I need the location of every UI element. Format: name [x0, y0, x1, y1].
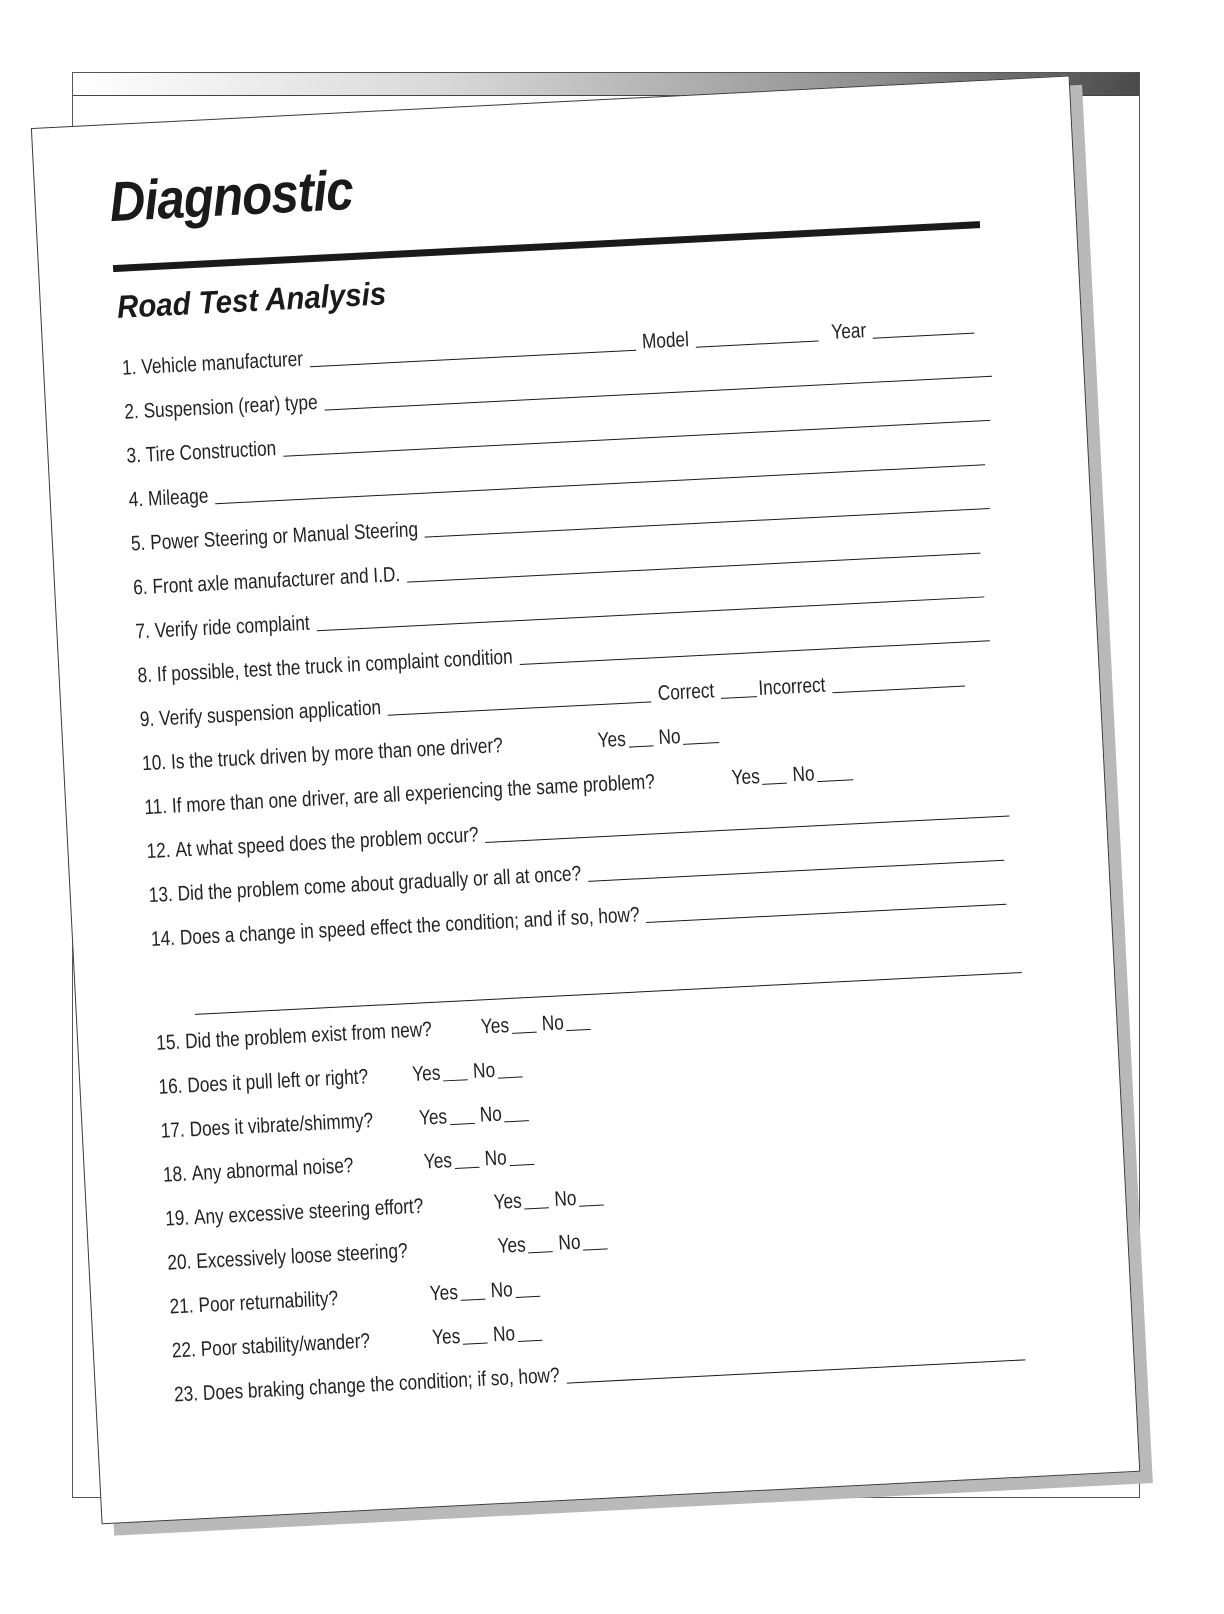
yes-blank[interactable] — [524, 1203, 549, 1209]
title-rule — [113, 221, 980, 272]
speed-effect-field[interactable] — [646, 900, 1007, 923]
item-number: 9. — [139, 707, 155, 732]
yes-label: Yes — [497, 1233, 527, 1258]
item-number: 10. — [141, 751, 167, 776]
no-label: No — [479, 1102, 503, 1127]
suspension-type-field[interactable] — [324, 372, 992, 411]
form-item-16 — [158, 1057, 529, 1100]
yes-label: Yes — [423, 1149, 453, 1174]
item-number: 18. — [162, 1162, 188, 1187]
item-label: Is the truck driven by more than one driver? — [170, 734, 504, 774]
no-blank[interactable] — [817, 775, 853, 782]
yes-label: Yes — [418, 1105, 448, 1130]
item-label: Any abnormal noise? — [191, 1154, 355, 1186]
incorrect-field[interactable] — [832, 682, 965, 694]
no-blank[interactable] — [515, 1292, 540, 1298]
no-blank[interactable] — [566, 1025, 591, 1031]
no-blank[interactable] — [583, 1244, 608, 1250]
yes-blank[interactable] — [463, 1339, 488, 1345]
yes-blank[interactable] — [455, 1163, 480, 1169]
no-label: No — [492, 1322, 516, 1347]
item-label: If more than one driver, are all experiencing the same problem? — [171, 770, 656, 818]
item-number: 6. — [132, 575, 149, 600]
item-label: Does a change in speed effect the condition; and if so, how? — [179, 903, 641, 950]
no-label: No — [657, 725, 682, 750]
item-number: 23. — [173, 1382, 199, 1407]
item-label: Excessively loose steering? — [195, 1239, 409, 1274]
item-label: At what speed does the problem occur? — [174, 823, 480, 862]
no-blank[interactable] — [498, 1072, 523, 1078]
correct-field[interactable] — [721, 692, 757, 699]
item-number: 8. — [137, 663, 153, 688]
no-label: No — [484, 1146, 508, 1171]
no-blank[interactable] — [509, 1160, 534, 1166]
item-number: 3. — [126, 443, 142, 468]
item-number: 15. — [155, 1030, 181, 1055]
item-number: 11. — [143, 795, 168, 820]
item-number: 7. — [134, 619, 151, 644]
yes-label: Yes — [731, 765, 761, 790]
item-label: Power Steering or Manual Steering — [149, 518, 419, 555]
item-label: Verify suspension application — [158, 696, 382, 731]
item-number: 4. — [128, 487, 144, 512]
braking-change-field[interactable] — [566, 1355, 1025, 1383]
model-field[interactable] — [696, 336, 819, 347]
front-axle-field[interactable] — [407, 549, 981, 583]
item-number: 5. — [130, 531, 146, 556]
item-label: Does braking change the condition; if so, how? — [202, 1363, 561, 1405]
item-label: Front axle manufacturer and I.D. — [151, 562, 401, 599]
ride-complaint-field[interactable] — [316, 592, 984, 631]
item-number: 13. — [148, 882, 174, 908]
yes-label: Yes — [431, 1324, 461, 1350]
problem-speed-field[interactable] — [485, 811, 1009, 843]
year-field[interactable] — [873, 329, 975, 339]
item-number: 22. — [171, 1338, 197, 1363]
yes-blank[interactable] — [528, 1247, 553, 1253]
suspension-application-field[interactable] — [388, 697, 652, 715]
incorrect-label: Incorrect — [757, 673, 826, 700]
no-label: No — [557, 1230, 582, 1255]
speed-effect-continuation-field[interactable] — [195, 972, 1022, 1015]
item-label: Does it vibrate/shimmy? — [189, 1109, 374, 1142]
form-sheet — [31, 75, 1140, 1524]
yes-label: Yes — [597, 727, 627, 753]
no-label: No — [553, 1186, 578, 1211]
model-label: Model — [641, 328, 690, 354]
form-item-22 — [171, 1320, 548, 1363]
yes-blank[interactable] — [450, 1119, 475, 1125]
yes-label: Yes — [429, 1280, 459, 1306]
steering-type-field[interactable] — [425, 504, 990, 538]
item-number: 14. — [150, 926, 176, 952]
no-label: No — [472, 1058, 496, 1083]
yes-label: Yes — [411, 1061, 441, 1086]
item-label: Poor stability/wander? — [200, 1329, 371, 1362]
no-blank[interactable] — [683, 738, 719, 745]
year-label: Year — [830, 319, 867, 344]
item-label: Does it pull left or right? — [186, 1065, 369, 1098]
item-number: 16. — [157, 1074, 184, 1099]
item-label: Did the problem come about gradually or all at once? — [177, 862, 582, 906]
no-blank[interactable] — [579, 1200, 604, 1206]
yes-label: Yes — [493, 1189, 523, 1215]
item-label: Tire Construction — [145, 437, 277, 467]
item-number: 17. — [160, 1118, 186, 1143]
yes-blank[interactable] — [512, 1028, 537, 1034]
page-title: Diagnostic — [108, 157, 355, 234]
form-item-15 — [156, 1010, 597, 1056]
item-number: 1. — [121, 356, 138, 380]
form-subtitle: Road Test Analysis — [116, 275, 387, 325]
item-number: 12. — [146, 838, 172, 864]
item-number: 19. — [164, 1206, 190, 1231]
form-item-20 — [167, 1229, 614, 1276]
yes-label: Yes — [480, 1014, 510, 1039]
item-number: 20. — [166, 1250, 192, 1275]
form-item-19 — [165, 1185, 610, 1231]
yes-blank[interactable] — [461, 1295, 486, 1301]
item-label: Mileage — [147, 484, 209, 511]
item-label: Verify ride complaint — [154, 611, 311, 643]
item-label: Poor returnability? — [197, 1287, 339, 1318]
no-blank[interactable] — [518, 1336, 543, 1342]
problem-onset-field[interactable] — [588, 856, 1004, 882]
item-number: 2. — [123, 399, 140, 424]
vehicle-manufacturer-field[interactable] — [310, 346, 636, 368]
form-item-10 — [142, 723, 726, 776]
complaint-test-field[interactable] — [519, 636, 989, 665]
item-label: Any excessive steering effort? — [193, 1194, 424, 1230]
item-label: If possible, test the truck in complaint condition — [156, 645, 514, 687]
form-item-18 — [162, 1145, 540, 1188]
form-item-21 — [169, 1277, 546, 1320]
item-number: 21. — [169, 1294, 195, 1319]
no-label: No — [791, 762, 816, 787]
form-item-17 — [160, 1101, 535, 1144]
item-label: Vehicle manufacturer — [140, 347, 304, 379]
item-label: Suspension (rear) type — [143, 390, 319, 423]
no-label: No — [490, 1278, 514, 1303]
item-label: Did the problem exist from new? — [184, 1017, 433, 1054]
no-blank[interactable] — [504, 1116, 529, 1122]
yes-blank[interactable] — [762, 779, 787, 785]
yes-blank[interactable] — [628, 741, 653, 747]
no-label: No — [541, 1011, 565, 1036]
correct-label: Correct — [657, 679, 715, 706]
yes-blank[interactable] — [443, 1075, 468, 1081]
